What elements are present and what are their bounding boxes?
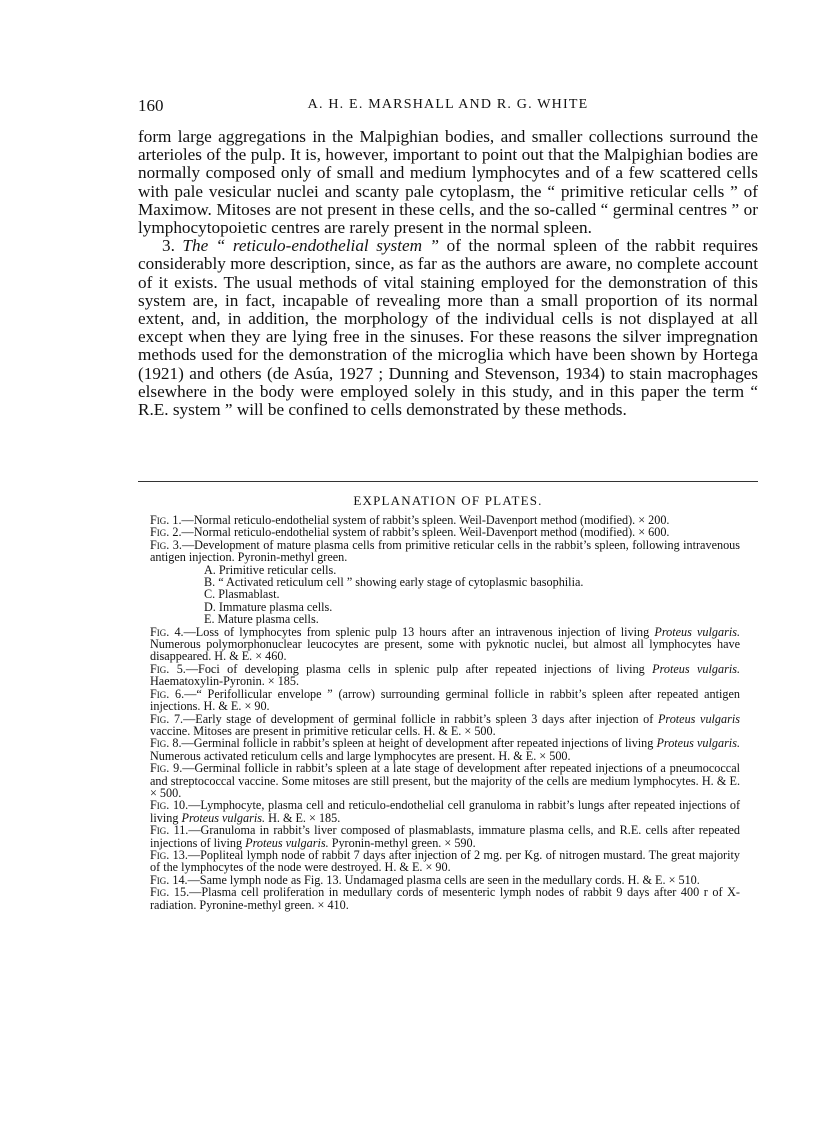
figure-label: Fig. 14. [150,872,188,887]
species-name: Proteus vulgaris. [654,624,740,639]
section-divider [138,481,758,482]
figure-caption [150,663,740,688]
figure-text: —Normal reticulo-endothelial system of rabbit’s spleen. Weil-Davenport method (modified). × 600. [181,525,670,540]
figure-label: Fig. 9. [150,761,183,776]
subitem-letter: B. [204,575,216,590]
species-name: Proteus vulgaris. [652,661,740,676]
figure-label: Fig. 4. [150,624,184,639]
figure-text: —Germinal follicle in rabbit’s spleen at height of development after repeated injections of living [181,736,654,751]
figure-caption [150,737,740,762]
figure-caption [150,886,740,911]
subitem-letter: E. [204,612,215,627]
plates-list [150,514,740,911]
figure-text: Numerous activated reticulum cells and large lymphocytes are present. H. & E. × 500. [150,748,571,763]
paragraph-text: of the normal spleen of the rabbit requires considerably more description, since, as far as the authors are aware, no complete account of it exists. The usual methods of vital staining employed for the demonstration of this system are, in fact, incapable of revealing more than a small proportion of its normal extent, and, in addition, the morphology of the individual cells is not displayed at all except when they are lying free in the sinuses. For these reasons the silver impregnation methods used for the demonstration of the microglia which have been shown by Hortega (1921) and others (de Asúa, 1927 ; Dunning and Stevenson, 1934) to stain macrophages elsewhere in the body were employed solely in this study, and in this paper the term “ R.E. system ” will be confined to cells demonstrated by these methods. [138,236,759,420]
figure-text: —Same lymph node as Fig. 13. Undamaged plasma cells are seen in the medullary cords. H. & E. × 510. [187,872,700,887]
figure-caption [150,762,740,799]
figure-label: Fig. 3. [150,537,182,552]
section-number: 3. [162,236,175,256]
subitem-text: Plasmablast. [218,587,280,602]
paragraph [138,237,758,419]
plates-title: EXPLANATION OF PLATES. [353,493,543,508]
species-name: Proteus vulgaris. [245,835,329,850]
running-head: A. H. E. MARSHALL AND R. G. WHITE [307,97,589,112]
figure-label: Fig. 8. [150,736,182,751]
figure-text: —Lymphocyte, plasma cell and reticulo-endothelial cell granuloma in rabbit’s lungs after repeated injections of living [150,798,740,825]
figure-caption [150,713,740,738]
figure-text: vaccine. Mitoses are present in primitive reticular cells. H. & E. × 500. [150,723,496,738]
figure-text: —Foci of developing plasma cells in splenic pulp after repeated injections of living [185,661,645,676]
figure-text: Pyronin-methyl green. × 590. [331,835,476,850]
subitem-letter: C. [204,587,216,602]
figure-label: Fig. 2. [150,525,182,540]
figure-text: —Popliteal lymph node of rabbit 7 days after injection of 2 mg. per Kg. of nitrogen mustard. The great majority of the lymphocytes of the node were destroyed. H. & E. × 90. [150,847,740,875]
figure-text: —Early stage of development of germinal follicle in rabbit’s spleen 3 days after injection of [183,711,654,726]
figure-caption [150,539,740,564]
species-name: Proteus vulgaris. [181,810,266,825]
section-title: The “ reticulo-endothelial system ” [182,236,440,256]
figure-text: Haematoxylin-Pyronin. × 185. [150,674,300,689]
figure-text: —Granuloma in rabbit’s liver composed of plasmablasts, immature plasma cells, and R.E. cells after repeated injections of living [150,823,740,850]
figure-caption [150,688,740,713]
subitem-text: Mature plasma cells. [217,612,319,627]
figure-label: Fig. 7. [150,711,184,726]
subitem-letter: D. [204,599,216,614]
figure-text: —Normal reticulo-endothelial system of rabbit’s spleen. Weil-Davenport method (modified). × 200. [181,513,670,527]
figure-text: —Plasma cell proliferation in medullary cords of mesenteric lymph nodes of rabbit 9 days after 400 r of X-radiation. Pyronine-methyl green. × 410. [150,885,740,912]
figure-caption [150,626,740,663]
page-number: 160 [138,96,164,115]
figure-caption [150,849,740,874]
figure-text: —Germinal follicle in rabbit’s spleen at a late stage of development after repeated injections of a pneumococcal and streptococcal vaccine. Some mitoses are still present, but the majority of the cells are medium lymphocytes. H. & E. × 500. [150,761,740,800]
subitem-text: Primitive reticular cells. [218,562,337,577]
body-text [138,128,758,419]
figure-caption [150,824,740,849]
figure-caption [150,799,740,824]
figure-label: Fig. 1. [150,513,182,527]
figure-label: Fig. 10. [150,798,189,813]
figure-label: Fig. 13. [150,847,188,862]
figure-label: Fig. 11. [150,823,189,838]
subitem-text: “ Activated reticulum cell ” showing early stage of cytoplasmic basophilia. [218,575,584,590]
species-name: Proteus vulgaris. [656,736,740,751]
figure-label: Fig. 15. [150,885,190,900]
species-name: Proteus vulgaris [657,711,740,726]
figure-text: Numerous polymorphonuclear leucocytes are present, some with pyknotic nuclei, but almost all lymphocytes have disappeared. H. & E. × 460. [150,637,740,664]
figure-text: —Loss of lymphocytes from splenic pulp 13 hours after an intravenous injection of living [183,624,650,639]
page-header [138,96,758,116]
figure-label: Fig. 6. [150,686,185,701]
figure-text: —“ Perifollicular envelope ” (arrow) surrounding germinal follicle in rabbit’s spleen after repeated antigen injections. H. & E. × 90. [150,686,740,714]
figure-text: —Development of mature plasma cells from primitive reticular cells in the rabbit’s spleen, following intravenous antigen injection. Pyronin-methyl green. [150,537,740,565]
subitem-text: Immature plasma cells. [218,599,333,614]
subitem-letter: A. [204,562,216,577]
figure-text: H. & E. × 185. [268,810,341,825]
figure-label: Fig. 5. [150,661,186,676]
paragraph: form large aggregations in the Malpighian bodies, and smaller collections surround the arterioles of the pulp. It is, however, important to point out that the Malpighian bodies are normally composed only of small and medium lymphocytes and of a few scattered cells with pale vesicular nuclei and scanty pale cytoplasm, the “ primitive reticular cells ” of Maximow. Mitoses are not present in these cells, and the so-called “ germinal centres ” or lymphocytopoietic centres are rarely present in the normal spleen. [138,127,758,238]
